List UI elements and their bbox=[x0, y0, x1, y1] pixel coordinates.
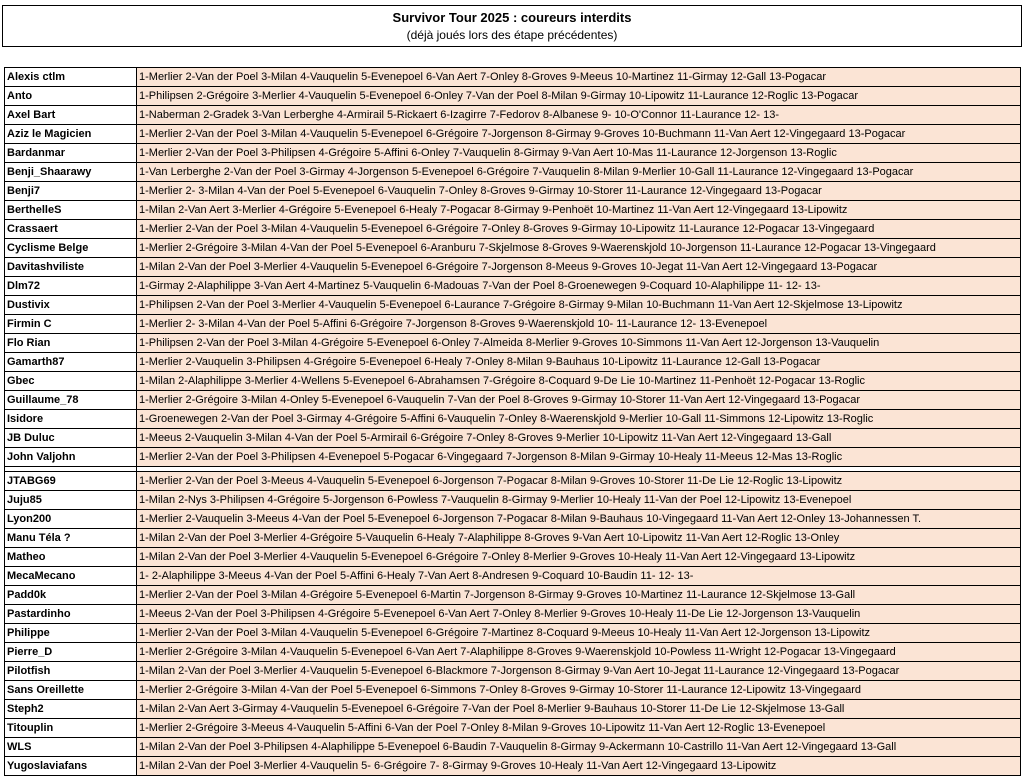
player-name-cell[interactable]: Juju85 bbox=[5, 491, 137, 510]
picks-cell[interactable]: 1-Merlier 2-Grégoire 3-Milan 4-Van der Poel 5-Evenepoel 6-Simmons 7-Onley 8-Groves 9-Girmay 10-Storer 11-Laurance 12-Lipowitz 13-Vingegaard bbox=[137, 681, 1021, 700]
table-row bbox=[5, 220, 1021, 239]
table-row bbox=[5, 296, 1021, 315]
table-row bbox=[5, 68, 1021, 87]
picks-cell[interactable]: 1-Milan 2-Van Aert 3-Girmay 4-Vauquelin 5-Evenepoel 6-Grégoire 7-Van der Poel 8-Merlier 9-Bauhaus 10-Storer 11-De Lie 12-Skjelmose 13-Gall bbox=[137, 700, 1021, 719]
player-name-cell[interactable]: Cyclisme Belge bbox=[5, 239, 137, 258]
player-name-cell[interactable]: Matheo bbox=[5, 548, 137, 567]
table-row bbox=[5, 448, 1021, 467]
picks-cell[interactable]: 1-Merlier 2- 3-Milan 4-Van der Poel 5-Evenepoel 6-Vauquelin 7-Onley 8-Groves 9-Girmay 10-Storer 11-Laurance 12-Vingegaard 13-Pogacar bbox=[137, 182, 1021, 201]
table-row bbox=[5, 391, 1021, 410]
sheet-header bbox=[2, 5, 1022, 47]
table-row bbox=[5, 182, 1021, 201]
table-row bbox=[5, 201, 1021, 220]
player-name-cell[interactable]: Pierre_D bbox=[5, 643, 137, 662]
table-row bbox=[5, 567, 1021, 586]
forbidden-riders-table bbox=[4, 67, 1021, 776]
picks-cell[interactable]: 1- 2-Alaphilippe 3-Meeus 4-Van der Poel 5-Affini 6-Healy 7-Van Aert 8-Andresen 9-Coquard 10-Baudin 11- 12- 13- bbox=[137, 567, 1021, 586]
picks-cell[interactable]: 1-Milan 2-Van der Poel 3-Merlier 4-Vauquelin 5-Evenepoel 6-Blackmore 7-Jorgenson 8-Girmay 9-Van Aert 10-Jegat 11-Laurance 12-Vingegaard 13-Pogacar bbox=[137, 662, 1021, 681]
player-name-cell[interactable]: Benji7 bbox=[5, 182, 137, 201]
table-row bbox=[5, 429, 1021, 448]
player-name-cell[interactable]: Isidore bbox=[5, 410, 137, 429]
table-row bbox=[5, 700, 1021, 719]
picks-cell[interactable]: 1-Milan 2-Van der Poel 3-Philipsen 4-Alaphilippe 5-Evenepoel 6-Baudin 7-Vauquelin 8-Girmay 9-Ackermann 10-Castrillo 11-Van Aert 12-Vingegaard 13-Gall bbox=[137, 738, 1021, 757]
picks-cell[interactable]: 1-Merlier 2-Van der Poel 3-Meeus 4-Vauquelin 5-Evenepoel 6-Jorgenson 7-Pogacar 8-Milan 9-Groves 10-Storer 11-De Lie 12-Roglic 13-Lipowitz bbox=[137, 472, 1021, 491]
picks-cell[interactable]: 1-Merlier 2-Van der Poel 3-Milan 4-Vauquelin 5-Evenepoel 6-Grégoire 7-Jorgenson 8-Girmay 9-Groves 10-Buchmann 11-Van Aert 12-Vingegaard 13-Pogacar bbox=[137, 125, 1021, 144]
player-name-cell[interactable]: Anto bbox=[5, 87, 137, 106]
player-name-cell[interactable]: Dustivix bbox=[5, 296, 137, 315]
table-row bbox=[5, 624, 1021, 643]
picks-cell[interactable]: 1-Naberman 2-Gradek 3-Van Lerberghe 4-Armirail 5-Rickaert 6-Izagirre 7-Fedorov 8-Albanese 9- 10-O'Connor 11-Laurance 12- 13- bbox=[137, 106, 1021, 125]
table-row bbox=[5, 681, 1021, 700]
table-row bbox=[5, 586, 1021, 605]
player-name-cell[interactable]: Dlm72 bbox=[5, 277, 137, 296]
player-name-cell[interactable]: Padd0k bbox=[5, 586, 137, 605]
table-row bbox=[5, 258, 1021, 277]
table-row bbox=[5, 334, 1021, 353]
table-row bbox=[5, 277, 1021, 296]
picks-cell[interactable]: 1-Merlier 2-Grégoire 3-Milan 4-Van der Poel 5-Evenepoel 6-Aranburu 7-Skjelmose 8-Groves 9-Waerenskjold 10-Jorgenson 11-Laurance 12-Pogacar 13-Vingegaard bbox=[137, 239, 1021, 258]
table-body bbox=[5, 68, 1021, 776]
table-row bbox=[5, 315, 1021, 334]
table-row bbox=[5, 353, 1021, 372]
player-name-cell[interactable]: Pastardinho bbox=[5, 605, 137, 624]
table-row bbox=[5, 643, 1021, 662]
picks-cell[interactable]: 1-Philipsen 2-Grégoire 3-Merlier 4-Vauquelin 5-Evenepoel 6-Onley 7-Van der Poel 8-Milan 9-Girmay 10-Lipowitz 11-Laurance 12-Roglic 13-Pogacar bbox=[137, 87, 1021, 106]
picks-cell[interactable]: 1-Merlier 2-Grégoire 3-Meeus 4-Vauquelin 5-Affini 6-Van der Poel 7-Onley 8-Milan 9-Groves 10-Lipowitz 11-Van Aert 12-Roglic 13-Evenepoel bbox=[137, 719, 1021, 738]
picks-cell[interactable]: 1-Merlier 2-Van der Poel 3-Milan 4-Grégoire 5-Evenepoel 6-Martin 7-Jorgenson 8-Girmay 9-Groves 10-Martinez 11-Laurance 12-Skjelmose 13-Gall bbox=[137, 586, 1021, 605]
player-name-cell[interactable]: BerthelleS bbox=[5, 201, 137, 220]
table-row bbox=[5, 510, 1021, 529]
player-name-cell[interactable]: John Valjohn bbox=[5, 448, 137, 467]
picks-cell[interactable]: 1-Merlier 2-Van der Poel 3-Milan 4-Vauquelin 5-Evenepoel 6-Grégoire 7-Martinez 8-Coquard 9-Meeus 10-Healy 11-Van Aert 12-Jorgenson 13-Lipowitz bbox=[137, 624, 1021, 643]
picks-cell[interactable]: 1-Meeus 2-Van der Poel 3-Philipsen 4-Grégoire 5-Evenepoel 6-Van Aert 7-Onley 8-Merlier 9-Groves 10-Healy 11-De Lie 12-Jorgenson 13-Vauquelin bbox=[137, 605, 1021, 624]
picks-cell[interactable]: 1-Merlier 2-Grégoire 3-Milan 4-Vauquelin 5-Evenepoel 6-Van Aert 7-Alaphilippe 8-Groves 9-Waerenskjold 10-Powless 11-Wright 12-Pogacar 13-Vingegaard bbox=[137, 643, 1021, 662]
player-name-cell[interactable]: Axel Bart bbox=[5, 106, 137, 125]
table-row bbox=[5, 106, 1021, 125]
player-name-cell[interactable]: Davitashviliste bbox=[5, 258, 137, 277]
table-row bbox=[5, 548, 1021, 567]
picks-cell[interactable]: 1-Merlier 2-Van der Poel 3-Milan 4-Vauquelin 5-Evenepoel 6-Grégoire 7-Onley 8-Groves 9-Girmay 10-Lipowitz 11-Laurance 12-Pogacar 13-Vingegaard bbox=[137, 220, 1021, 239]
player-name-cell[interactable]: MecaMecano bbox=[5, 567, 137, 586]
picks-cell[interactable]: 1-Groenewegen 2-Van der Poel 3-Girmay 4-Grégoire 5-Affini 6-Vauquelin 7-Onley 8-Waerenskjold 9-Merlier 10-Gall 11-Simmons 12-Lipowitz 13-Roglic bbox=[137, 410, 1021, 429]
table-row bbox=[5, 605, 1021, 624]
player-name-cell[interactable]: Benji_Shaarawy bbox=[5, 163, 137, 182]
table-row bbox=[5, 662, 1021, 681]
picks-cell[interactable]: 1-Milan 2-Van der Poel 3-Merlier 4-Vauquelin 5- 6-Grégoire 7- 8-Girmay 9-Groves 10-Healy 11-Van Aert 12-Vingegaard 13-Lipowitz bbox=[137, 757, 1021, 776]
sheet-title: Survivor Tour 2025 : coureurs interdits bbox=[392, 10, 632, 25]
table-row bbox=[5, 472, 1021, 491]
table-row bbox=[5, 144, 1021, 163]
table-row bbox=[5, 738, 1021, 757]
table-row bbox=[5, 757, 1021, 776]
player-name-cell[interactable]: JB Duluc bbox=[5, 429, 137, 448]
player-name-cell[interactable]: Steph2 bbox=[5, 700, 137, 719]
picks-cell[interactable]: 1-Milan 2-Van der Poel 3-Merlier 4-Vauquelin 5-Evenepoel 6-Grégoire 7-Jorgenson 8-Meeus 9-Groves 10-Jegat 11-Van Aert 12-Vingegaard 13-Pogacar bbox=[137, 258, 1021, 277]
picks-cell[interactable]: 1-Milan 2-Nys 3-Philipsen 4-Grégoire 5-Jorgenson 6-Powless 7-Vauquelin 8-Girmay 9-Merlier 10-Healy 11-Van der Poel 12-Lipowitz 13-Evenepoel bbox=[137, 491, 1021, 510]
player-name-cell[interactable]: Lyon200 bbox=[5, 510, 137, 529]
picks-cell[interactable]: 1-Merlier 2-Van der Poel 3-Philipsen 4-Evenepoel 5-Pogacar 6-Vingegaard 7-Jorgenson 8-Milan 9-Girmay 10-Healy 11-Meeus 12-Mas 13-Roglic bbox=[137, 448, 1021, 467]
picks-cell[interactable]: 1-Merlier 2-Van der Poel 3-Milan 4-Vauquelin 5-Evenepoel 6-Van Aert 7-Onley 8-Groves 9-Meeus 10-Martinez 11-Girmay 12-Gall 13-Pogacar bbox=[137, 68, 1021, 87]
picks-cell[interactable]: 1-Philipsen 2-Van der Poel 3-Merlier 4-Vauquelin 5-Evenepoel 6-Laurance 7-Grégoire 8-Girmay 9-Milan 10-Buchmann 11-Van Aert 12-Skjelmose 13-Lipowitz bbox=[137, 296, 1021, 315]
player-name-cell[interactable]: Gamarth87 bbox=[5, 353, 137, 372]
player-name-cell[interactable]: JTABG69 bbox=[5, 472, 137, 491]
picks-cell[interactable]: 1-Milan 2-Van Aert 3-Merlier 4-Grégoire 5-Evenepoel 6-Healy 7-Pogacar 8-Girmay 9-Penhoët 10-Martinez 11-Van Aert 12-Vingegaard 13-Lipowitz bbox=[137, 201, 1021, 220]
picks-cell[interactable]: 1-Merlier 2-Grégoire 3-Milan 4-Onley 5-Evenepoel 6-Vauquelin 7-Van der Poel 8-Groves 9-Girmay 10-Storer 11-Van Aert 12-Vingegaard 13-Pogacar bbox=[137, 391, 1021, 410]
picks-cell[interactable]: 1-Merlier 2- 3-Milan 4-Van der Poel 5-Affini 6-Grégoire 7-Jorgenson 8-Groves 9-Waerenskjold 10- 11-Laurance 12- 13-Evenepoel bbox=[137, 315, 1021, 334]
player-name-cell[interactable]: Firmin C bbox=[5, 315, 137, 334]
table-row bbox=[5, 410, 1021, 429]
player-name-cell[interactable]: Gbec bbox=[5, 372, 137, 391]
player-name-cell[interactable]: Guillaume_78 bbox=[5, 391, 137, 410]
table-row bbox=[5, 491, 1021, 510]
picks-cell[interactable]: 1-Merlier 2-Vauquelin 3-Philipsen 4-Grégoire 5-Evenepoel 6-Healy 7-Onley 8-Milan 9-Bauhaus 10-Lipowitz 11-Laurance 12-Gall 13-Pogacar bbox=[137, 353, 1021, 372]
picks-cell[interactable]: 1-Merlier 2-Van der Poel 3-Philipsen 4-Grégoire 5-Affini 6-Onley 7-Vauquelin 8-Girmay 9-Van Aert 10-Mas 11-Laurance 12-Jorgenson 13-Roglic bbox=[137, 144, 1021, 163]
picks-cell[interactable]: 1-Milan 2-Alaphilippe 3-Merlier 4-Wellens 5-Evenepoel 6-Abrahamsen 7-Grégoire 8-Coquard 9-De Lie 10-Martinez 11-Penhoët 12-Pogacar 13-Roglic bbox=[137, 372, 1021, 391]
table-row bbox=[5, 163, 1021, 182]
player-name-cell[interactable]: Sans Oreillette bbox=[5, 681, 137, 700]
table-row bbox=[5, 125, 1021, 144]
picks-cell[interactable]: 1-Merlier 2-Vauquelin 3-Meeus 4-Van der Poel 5-Evenepoel 6-Jorgenson 7-Pogacar 8-Milan 9-Bauhaus 10-Vingegaard 11-Van Aert 12-Onley 13-Johannessen T. bbox=[137, 510, 1021, 529]
player-name-cell[interactable]: Philippe bbox=[5, 624, 137, 643]
player-name-cell[interactable]: Manu Téla ? bbox=[5, 529, 137, 548]
sheet-subtitle: (déjà joués lors des étape précédentes) bbox=[406, 28, 618, 42]
picks-cell[interactable]: 1-Van Lerberghe 2-Van der Poel 3-Girmay 4-Jorgenson 5-Evenepoel 6-Grégoire 7-Vauquelin 8-Milan 9-Merlier 10-Gall 11-Laurance 12-Vingegaard 13-Pogacar bbox=[137, 163, 1021, 182]
player-name-cell[interactable]: Yugoslaviafans bbox=[5, 757, 137, 776]
player-name-cell[interactable]: Titouplin bbox=[5, 719, 137, 738]
table-row bbox=[5, 529, 1021, 548]
player-name-cell[interactable]: Pilotfish bbox=[5, 662, 137, 681]
table-row bbox=[5, 239, 1021, 258]
table-row bbox=[5, 719, 1021, 738]
picks-cell[interactable]: 1-Milan 2-Van der Poel 3-Merlier 4-Vauquelin 5-Evenepoel 6-Grégoire 7-Onley 8-Merlier 9-Groves 10-Healy 11-Van Aert 12-Vingegaard 13-Lipowitz bbox=[137, 548, 1021, 567]
picks-cell[interactable]: 1-Philipsen 2-Van der Poel 3-Milan 4-Grégoire 5-Evenepoel 6-Onley 7-Almeida 8-Merlier 9-Groves 10-Simmons 11-Van Aert 12-Jorgenson 13-Vauquelin bbox=[137, 334, 1021, 353]
player-name-cell[interactable]: Flo Rian bbox=[5, 334, 137, 353]
player-name-cell[interactable]: Aziz le Magicien bbox=[5, 125, 137, 144]
picks-cell[interactable]: 1-Girmay 2-Alaphilippe 3-Van Aert 4-Martinez 5-Vauquelin 6-Madouas 7-Van der Poel 8-Groenewegen 9-Coquard 10-Alaphilippe 11- 12- 13- bbox=[137, 277, 1021, 296]
player-name-cell[interactable]: Bardanmar bbox=[5, 144, 137, 163]
picks-cell[interactable]: 1-Meeus 2-Vauquelin 3-Milan 4-Van der Poel 5-Armirail 6-Grégoire 7-Onley 8-Groves 9-Merlier 10-Lipowitz 11-Van Aert 12-Vingegaard 13-Gall bbox=[137, 429, 1021, 448]
picks-cell[interactable]: 1-Milan 2-Van der Poel 3-Merlier 4-Grégoire 5-Vauquelin 6-Healy 7-Alaphilippe 8-Groves 9-Van Aert 10-Lipowitz 11-Van Aert 12-Roglic 13-Onley bbox=[137, 529, 1021, 548]
player-name-cell[interactable]: Crassaert bbox=[5, 220, 137, 239]
table-row bbox=[5, 372, 1021, 391]
player-name-cell[interactable]: Alexis ctlm bbox=[5, 68, 137, 87]
table-row bbox=[5, 87, 1021, 106]
player-name-cell[interactable]: WLS bbox=[5, 738, 137, 757]
